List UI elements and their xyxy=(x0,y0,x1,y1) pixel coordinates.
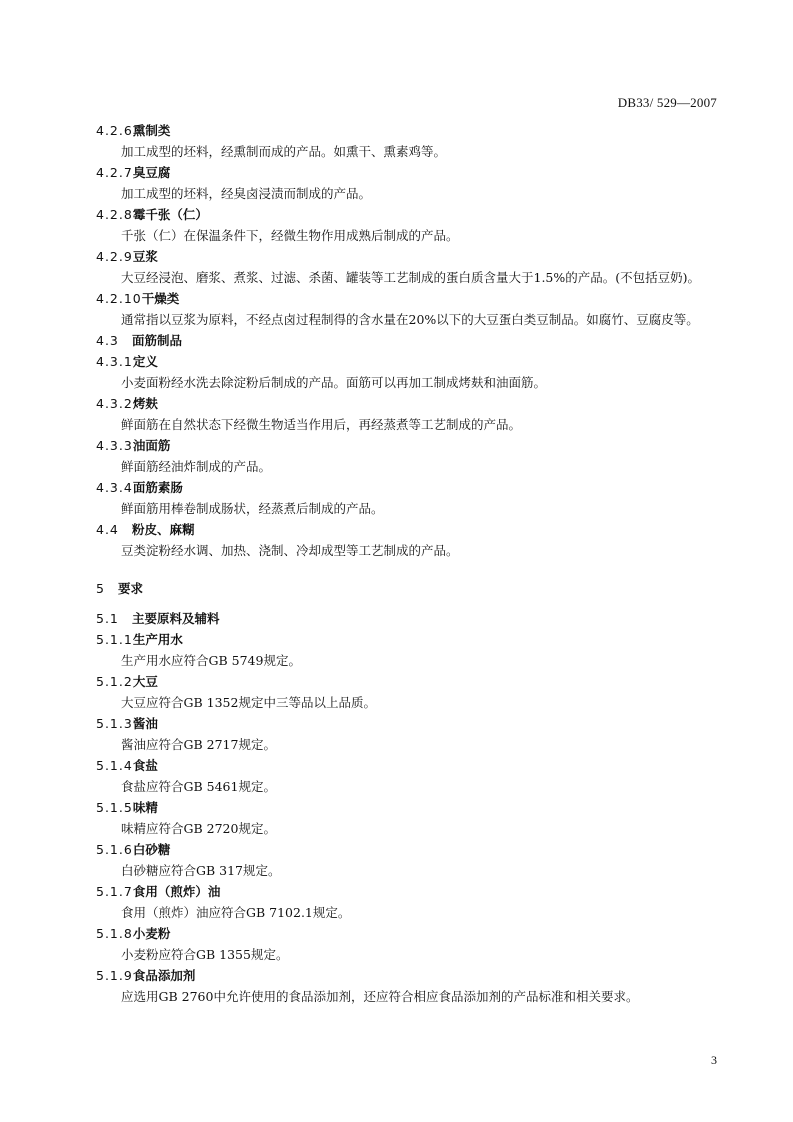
section-number: 5.1 xyxy=(96,611,119,626)
section-title: 熏制类 xyxy=(132,123,171,138)
section-title: 白砂糖 xyxy=(132,842,171,857)
section-title: 霉千张（仁） xyxy=(132,207,208,222)
section-body: 鲜面筋在自然状态下经微生物适当作用后，再经蒸煮等工艺制成的产品。 xyxy=(121,417,522,432)
section-title: 小麦粉 xyxy=(132,926,171,941)
section-title: 食盐 xyxy=(132,758,158,773)
section-body: 加工成型的坯料，经臭卤浸渍而制成的产品。 xyxy=(121,186,372,201)
section-title: 食品添加剂 xyxy=(132,968,196,983)
section-number: 5.1.9 xyxy=(96,968,133,983)
section-number: 4.2.8 xyxy=(96,207,133,222)
section-title: 烤麸 xyxy=(132,396,158,411)
section-heading-5-1 xyxy=(96,608,716,629)
section-heading-5-1-9 xyxy=(96,965,716,986)
section-body: 鲜面筋经油炸制成的产品。 xyxy=(121,459,272,474)
section-title: 味精 xyxy=(132,800,158,815)
page-content xyxy=(96,120,716,1007)
section-title: 食用（煎炸）油 xyxy=(132,884,221,899)
section-heading-5-1-5 xyxy=(96,797,716,818)
section-heading-4-3-3 xyxy=(96,435,716,456)
section-number: 4.2.9 xyxy=(96,249,133,264)
section-body: 加工成型的坯料，经熏制而成的产品。如熏干、熏素鸡等。 xyxy=(121,144,447,159)
section-number: 4.3 xyxy=(96,333,119,348)
section-heading-4-2-6 xyxy=(96,120,716,141)
section-number: 4.3.4 xyxy=(96,480,133,495)
section-heading-5-1-2 xyxy=(96,671,716,692)
section-number: 4.2.6 xyxy=(96,123,133,138)
section-number: 4.2.10 xyxy=(96,291,142,306)
section-number: 5.1.4 xyxy=(96,758,133,773)
section-body: 白砂糖应符合GB 317规定。 xyxy=(121,863,281,878)
page-number: 3 xyxy=(711,1053,717,1067)
section-body: 应选用GB 2760中允许使用的食品添加剂，还应符合相应食品添加剂的产品标准和相关要求。 xyxy=(121,989,639,1004)
section-heading-4-2-10 xyxy=(96,288,716,309)
section-heading-4-2-7 xyxy=(96,162,716,183)
section-title: 大豆 xyxy=(132,674,158,689)
section-heading-5-1-1 xyxy=(96,629,716,650)
section-title: 臭豆腐 xyxy=(132,165,171,180)
section-number: 5.1.8 xyxy=(96,926,133,941)
section-title: 面筋素肠 xyxy=(132,480,183,495)
section-heading-4-4 xyxy=(96,519,716,540)
section-title: 油面筋 xyxy=(132,438,171,453)
section-heading-5-1-6 xyxy=(96,839,716,860)
section-number: 5.1.7 xyxy=(96,884,133,899)
section-heading-5-1-8 xyxy=(96,923,716,944)
section-body: 小麦粉应符合GB 1355规定。 xyxy=(121,947,289,962)
section-title: 粉皮、麻糊 xyxy=(132,522,195,537)
section-heading-4-3 xyxy=(96,330,716,351)
section-number: 5.1.1 xyxy=(96,632,133,647)
section-title: 豆浆 xyxy=(132,249,158,264)
section-title: 干燥类 xyxy=(141,291,180,306)
section-body: 豆类淀粉经水调、加热、浇制、冷却成型等工艺制成的产品。 xyxy=(121,543,459,558)
section-title: 生产用水 xyxy=(132,632,183,647)
document-number: DB33/ 529—2007 xyxy=(617,95,717,110)
chapter-number: 5 xyxy=(96,581,105,596)
section-number: 4.4 xyxy=(96,522,119,537)
section-title: 主要原料及辅料 xyxy=(132,611,220,626)
section-body: 千张（仁）在保温条件下，经微生物作用成熟后制成的产品。 xyxy=(121,228,459,243)
section-heading-5-1-4 xyxy=(96,755,716,776)
section-body: 鲜面筋用棒卷制成肠状，经蒸煮后制成的产品。 xyxy=(121,501,384,516)
section-heading-5-1-7 xyxy=(96,881,716,902)
spacer xyxy=(96,599,716,608)
section-heading-4-3-4 xyxy=(96,477,716,498)
section-title: 酱油 xyxy=(132,716,158,731)
section-body: 酱油应符合GB 2717规定。 xyxy=(121,737,276,752)
section-body: 大豆应符合GB 1352规定中三等品以上品质。 xyxy=(121,695,376,710)
section-heading-4-2-8 xyxy=(96,204,716,225)
section-heading-4-3-1 xyxy=(96,351,716,372)
section-body: 食用（煎炸）油应符合GB 7102.1规定。 xyxy=(121,905,351,920)
spacer xyxy=(96,561,716,578)
section-number: 5.1.5 xyxy=(96,800,133,815)
section-number: 4.2.7 xyxy=(96,165,133,180)
section-number: 5.1.2 xyxy=(96,674,133,689)
chapter-title: 要求 xyxy=(118,581,144,596)
section-heading-4-2-9 xyxy=(96,246,716,267)
section-number: 4.3.2 xyxy=(96,396,133,411)
section-number: 4.3.3 xyxy=(96,438,133,453)
section-number: 5.1.6 xyxy=(96,842,133,857)
section-number: 4.3.1 xyxy=(96,354,133,369)
section-heading-5-1-3 xyxy=(96,713,716,734)
section-heading-4-3-2 xyxy=(96,393,716,414)
section-body: 生产用水应符合GB 5749规定。 xyxy=(121,653,301,668)
section-title: 定义 xyxy=(132,354,158,369)
section-body: 通常指以豆浆为原料，不经点卤过程制得的含水量在20%以下的大豆蛋白类豆制品。如腐竹、豆腐皮等。 xyxy=(121,312,699,327)
section-body: 小麦面粉经水洗去除淀粉后制成的产品。面筋可以再加工制成烤麸和油面筋。 xyxy=(121,375,547,390)
chapter-heading-5 xyxy=(96,578,716,599)
section-number: 5.1.3 xyxy=(96,716,133,731)
section-body: 大豆经浸泡、磨浆、煮浆、过滤、杀菌、罐装等工艺制成的蛋白质含量大于1.5%的产品。(不包括豆奶)。 xyxy=(121,270,701,285)
section-body: 食盐应符合GB 5461规定。 xyxy=(121,779,276,794)
section-title: 面筋制品 xyxy=(132,333,183,348)
section-body: 味精应符合GB 2720规定。 xyxy=(121,821,276,836)
